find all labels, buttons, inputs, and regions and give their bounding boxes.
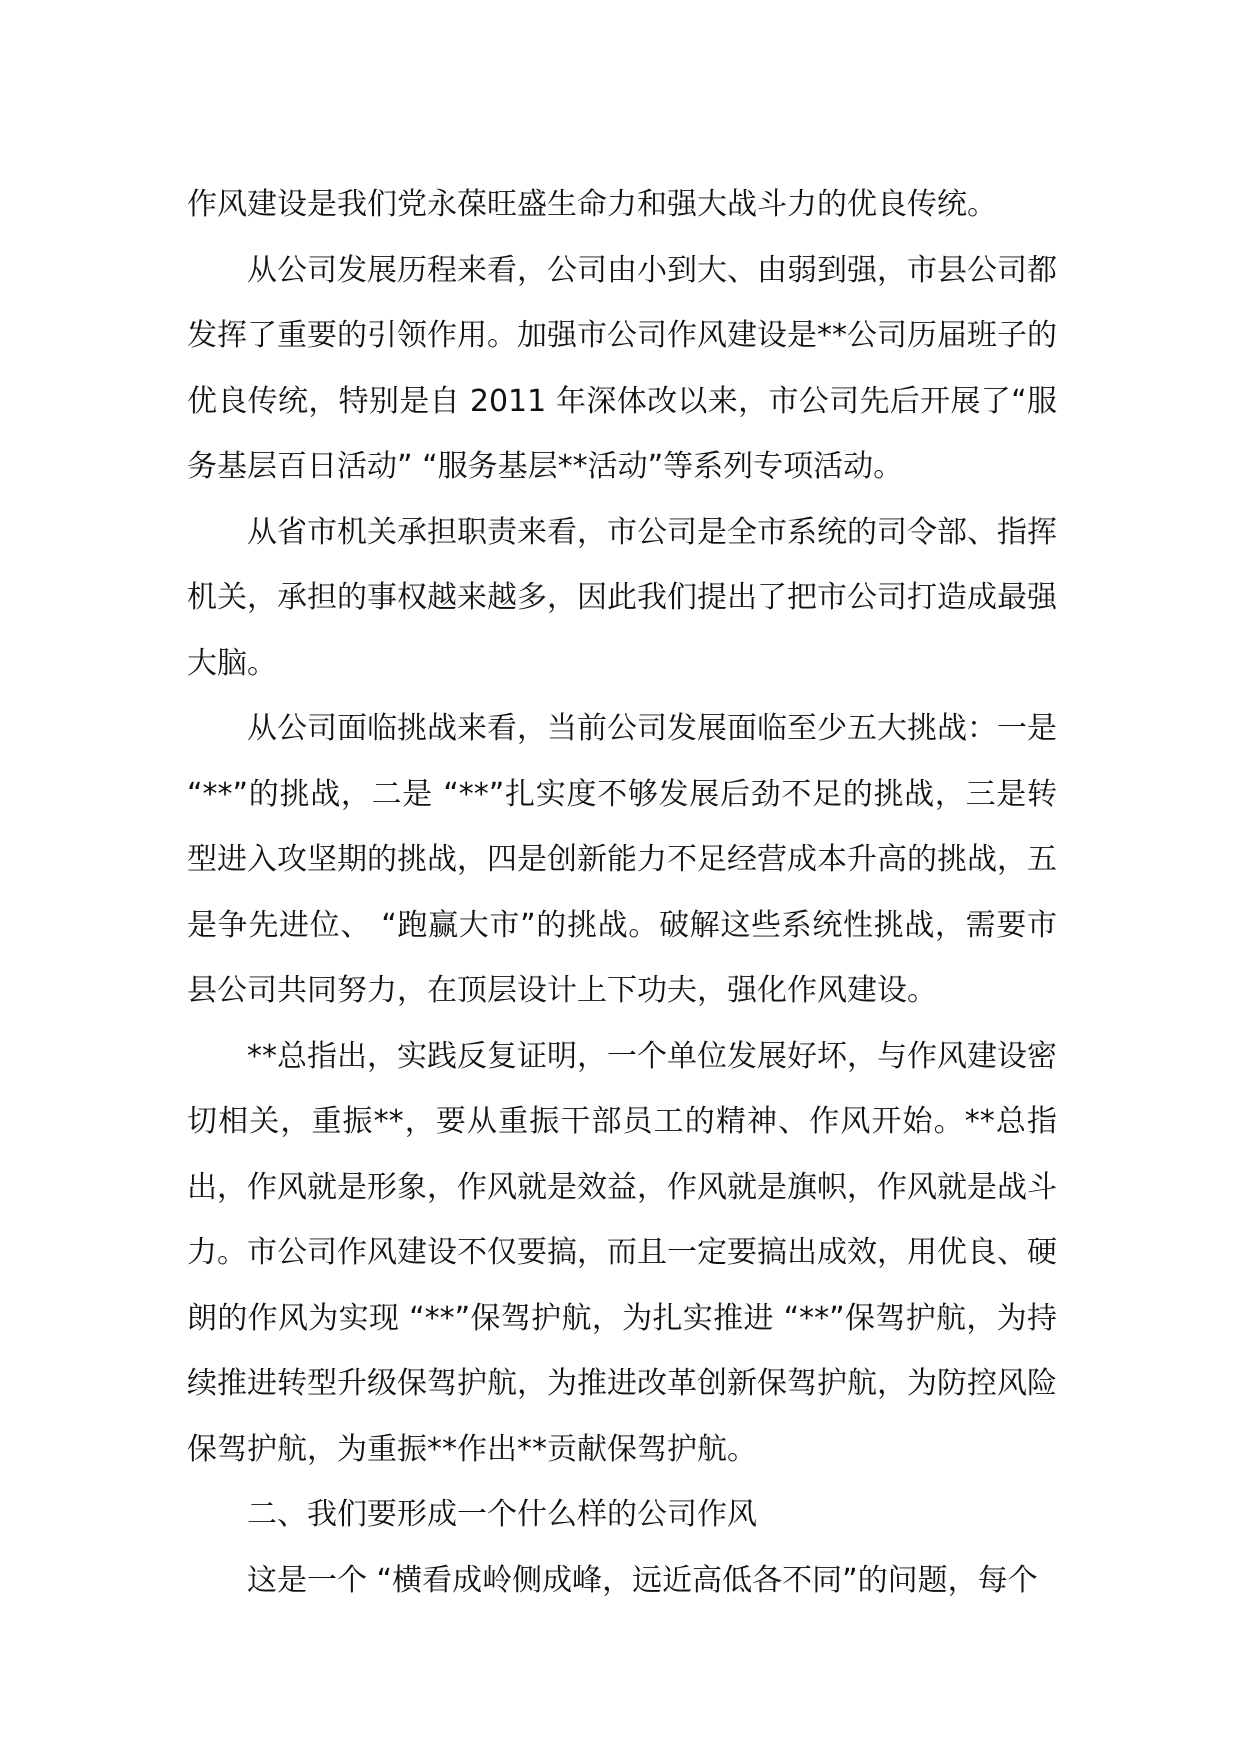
paragraph-2: 从公司发展历程来看，公司由小到大、由弱到强，市县公司都发挥了重要的引领作用。加强市公司作风建设是**公司历届班子的优良传统，特别是自 2011 年深体改以来，市公司先后开展了“服务基层百日活动” “服务基层**活动”等系列专项活动。	[187, 252, 1057, 484]
section-heading: 二、我们要形成一个什么样的公司作风	[247, 1497, 757, 1532]
paragraph-3: 从省市机关承担职责来看，市公司是全市系统的司令部、指挥机关，承担的事权越来越多，因此我们提出了把市公司打造成最强大脑。	[187, 514, 1057, 681]
paragraph-1: 作风建设是我们党永葆旺盛生命力和强大战斗力的优良传统。	[187, 187, 997, 222]
paragraph-4: 从公司面临挑战来看，当前公司发展面临至少五大挑战：一是 “**”的挑战，二是 “**”扎实度不够发展后劲不足的挑战，三是转型进入攻坚期的挑战，四是创新能力不足经营成本升高的挑战，五是争先进位、 “跑赢大市”的挑战。破解这些系统性挑战，需要市县公司共同努力，在顶层设计上下功夫，强化作风建设。	[187, 711, 1057, 1008]
paragraph-6: 这是一个 “横看成岭侧成峰，远近高低各不同”的问题，每个	[247, 1562, 1038, 1598]
paragraph-5: **总指出，实践反复证明，一个单位发展好坏，与作风建设密切相关，重振**，要从重振干部员工的精神、作风开始。**总指出，作风就是形象，作风就是效益，作风就是旗帜，作风就是战斗力。市公司作风建设不仅要搞，而且一定要搞出成效，用优良、硬朗的作风为实现 “**”保驾护航，为扎实推进 “**”保驾护航，为持续推进转型升级保驾护航，为推进改革创新保驾护航，为防控风险保驾护航，为重振**作出**贡献保驾护航。	[187, 1038, 1057, 1467]
document-body	[187, 172, 1057, 1613]
